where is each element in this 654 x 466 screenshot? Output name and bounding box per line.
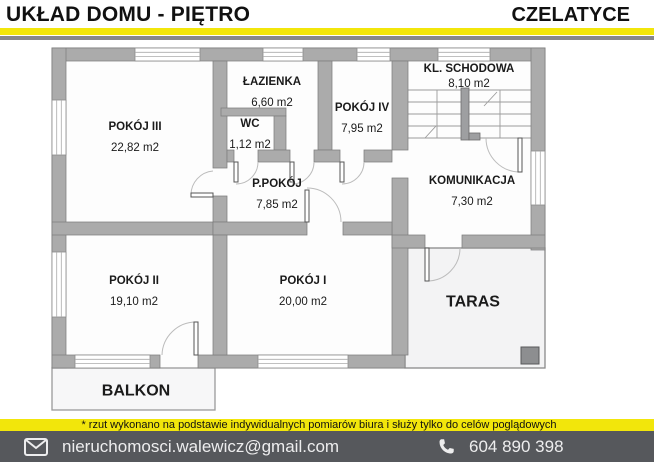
contact-bar xyxy=(0,431,654,462)
envelope-icon xyxy=(24,438,48,456)
email-text: nieruchomosci.walewicz@gmail.com xyxy=(62,436,340,456)
room-label-wc: WC 1,12 m2 xyxy=(229,118,271,151)
room-label-pokoj-ii: POKÓJ II 19,10 m2 xyxy=(109,275,159,308)
disclaimer-bar xyxy=(0,419,654,431)
room-label-balkon: BALKON xyxy=(101,382,171,400)
terrace-pillar xyxy=(521,347,539,364)
phone-text: 604 890 398 xyxy=(469,436,564,456)
yellow-divider-top xyxy=(0,28,654,35)
email-contact[interactable] xyxy=(24,431,339,462)
location-title: CZELATYCE xyxy=(511,4,630,26)
disclaimer-text: * rzut wykonano na podstawie indywidualnych pomiarów biura i służy tylko do celów poglądowych xyxy=(81,419,557,431)
room-label-taras: TARAS xyxy=(446,293,500,311)
room-label-lazienka: ŁAZIENKA 6,60 m2 xyxy=(242,76,302,109)
phone-handset-icon xyxy=(438,438,455,455)
bottom-margin xyxy=(0,462,654,466)
room-label-pokoj-i: POKÓJ I 20,00 m2 xyxy=(279,275,327,308)
phone-contact[interactable] xyxy=(438,431,564,462)
room-label-p-pokoj: P.POKÓJ 7,85 m2 xyxy=(252,178,302,211)
room-label-kl-schodowa: KL. SCHODOWA 8,10 m2 xyxy=(423,63,515,90)
room-label-komunikacja: KOMUNIKACJA 7,30 m2 xyxy=(428,175,516,208)
gray-divider-top xyxy=(0,36,654,40)
header xyxy=(0,0,654,28)
page-title: UKŁAD DOMU - PIĘTRO xyxy=(6,3,251,26)
room-label-pokoj-iii: POKÓJ III 22,82 m2 xyxy=(108,121,162,154)
room-label-pokoj-iv: POKÓJ IV 7,95 m2 xyxy=(334,102,390,135)
